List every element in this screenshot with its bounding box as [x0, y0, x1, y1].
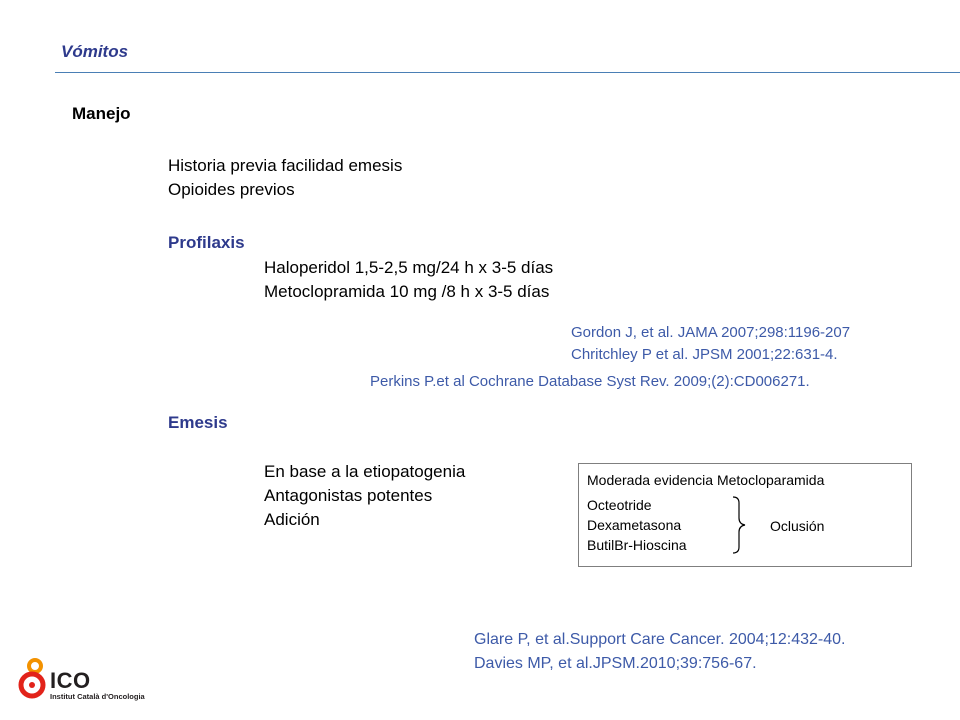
drug-list [587, 495, 687, 555]
prophylaxis-references [571, 322, 850, 366]
section-heading-manejo: Manejo [72, 104, 131, 123]
list-item: Metoclopramida 10 mg /8 h x 3-5 días [264, 282, 550, 301]
curly-brace-icon [731, 496, 747, 554]
drug-item: Dexametasona [587, 517, 682, 533]
history-list [168, 154, 402, 202]
evidence-line: Moderada evidencia Metocloparamida [587, 472, 825, 488]
list-item: Opioides previos [168, 180, 295, 199]
ico-logo [14, 656, 144, 702]
prophylaxis-heading: Profilaxis [168, 233, 245, 252]
emesis-heading: Emesis [168, 413, 228, 432]
list-item: Historia previa facilidad emesis [168, 156, 403, 175]
reference: Davies MP, et al.JPSM.2010;39:756-67. [474, 655, 757, 672]
prophylaxis-list [264, 256, 553, 304]
list-item: Haloperidol 1,5-2,5 mg/24 h x 3-5 días [264, 258, 554, 277]
list-item: Adición [264, 510, 320, 529]
logo-subtitle: Institut Català d'Oncologia [50, 692, 145, 701]
title-divider [55, 72, 960, 73]
logo-acronym: ICO [50, 668, 91, 693]
emesis-references [474, 628, 846, 676]
reference: Glare P, et al.Support Care Cancer. 2004;12:432-40. [474, 631, 846, 648]
ico-logo-mark [14, 656, 54, 702]
page-title: Vómitos [61, 42, 129, 61]
cochrane-reference: Perkins P.et al Cochrane Database Syst Rev. 2009;(2):CD006271. [370, 373, 810, 390]
reference: Gordon J, et al. JAMA 2007;298:1196-207 [571, 324, 851, 341]
list-item: Antagonistas potentes [264, 486, 433, 505]
evidence-box [578, 463, 912, 567]
emesis-list [264, 460, 465, 532]
reference: Chritchley P et al. JPSM 2001;22:631-4. [571, 346, 838, 363]
list-item: En base a la etiopatogenia [264, 462, 466, 481]
drug-item: ButilBr-Hioscina [587, 537, 687, 553]
drug-item: Octeotride [587, 497, 652, 513]
occlusion-label: Oclusión [770, 518, 825, 534]
